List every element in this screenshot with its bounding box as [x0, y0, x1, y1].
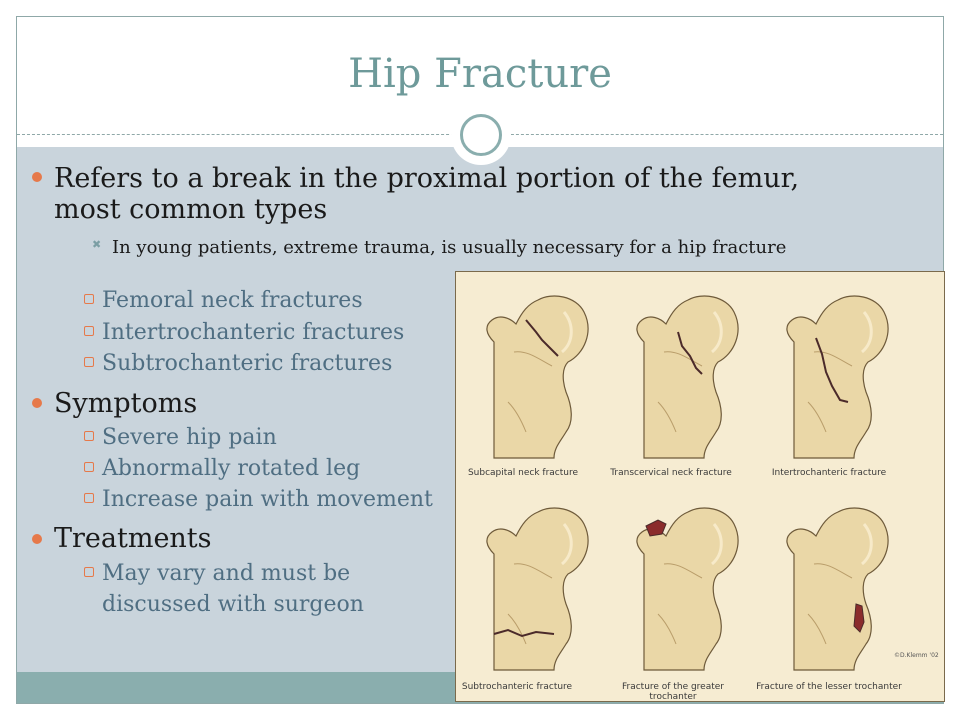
square-bullet-icon [84, 326, 94, 336]
list-item-femoral-neck: Femoral neck fractures [84, 288, 363, 314]
list-item-discussed: discussed with surgeon [102, 592, 364, 617]
divider-circle-ornament [451, 105, 511, 165]
illustration-credit: ©D.Klemm '02 [894, 652, 939, 659]
femur-transcervical [637, 296, 738, 458]
femur-lesser-trochanter [787, 508, 888, 670]
bullet-dot [32, 398, 42, 408]
x-bullet-icon: ✖ [92, 238, 102, 251]
square-bullet-icon [84, 462, 94, 472]
circle-ring [460, 114, 502, 156]
bullet-dot [32, 534, 42, 544]
slide-title: Hip Fracture [348, 51, 612, 97]
square-bullet-icon [84, 357, 94, 367]
femur-greater-trochanter [637, 508, 738, 670]
femur-intertrochanteric [787, 296, 888, 458]
femur-subcapital [487, 296, 588, 458]
list-item-rotated-leg: Abnormally rotated leg [84, 456, 360, 482]
caption-subtrochanteric: Subtrochanteric fracture [461, 682, 573, 692]
caption-lesser-trochanter: Fracture of the lesser trochanter [756, 682, 902, 692]
square-bullet-icon [84, 431, 94, 441]
bullet-symptoms: Symptoms [54, 388, 198, 419]
caption-subcapital: Subcapital neck fracture [467, 468, 579, 478]
caption-greater-trochanter: Fracture of the greater trochanter [621, 682, 725, 702]
femur-illustration-svg [456, 272, 946, 703]
sub-note-young-patients: In young patients, extreme trauma, is usually necessary for a hip fracture [112, 237, 787, 258]
bullet-definition: Refers to a break in the proximal portion of the femur, most common types [54, 163, 800, 225]
square-bullet-icon [84, 567, 94, 577]
caption-intertrochanteric: Intertrochanteric fracture [771, 468, 887, 478]
list-item-severe-pain: Severe hip pain [84, 425, 277, 451]
femur-subtrochanteric [487, 508, 588, 670]
list-item-intertrochanteric: Intertrochanteric fractures [84, 320, 404, 346]
list-item-pain-movement: Increase pain with movement [84, 487, 433, 513]
list-item-subtrochanteric: Subtrochanteric fractures [84, 351, 392, 377]
bullet-treatments: Treatments [54, 523, 212, 554]
square-bullet-icon [84, 294, 94, 304]
femur-fracture-illustration [455, 271, 945, 702]
bullet-dot [32, 172, 42, 182]
caption-transcervical: Transcervical neck fracture [610, 468, 732, 478]
square-bullet-icon [84, 493, 94, 503]
list-item-may-vary: May vary and must be [84, 561, 350, 587]
